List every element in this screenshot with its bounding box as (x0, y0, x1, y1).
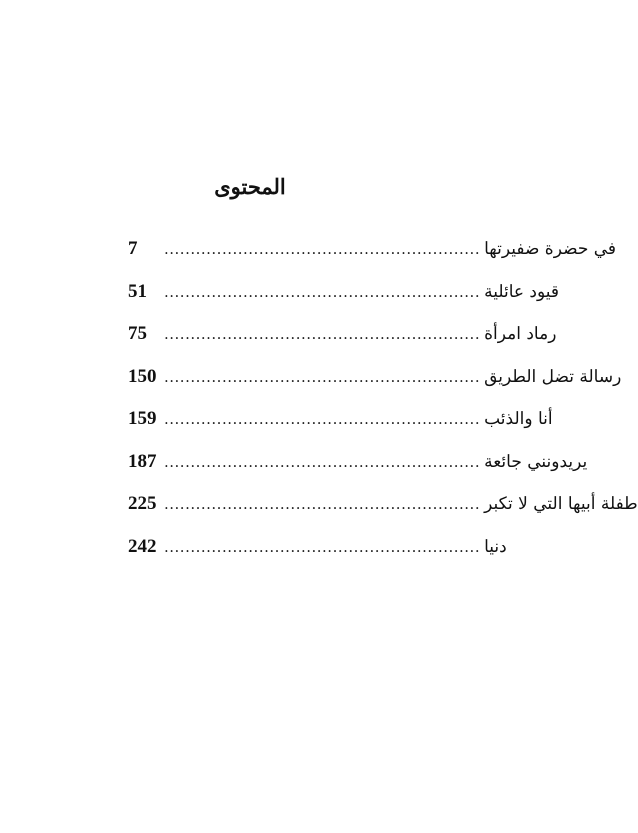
toc-entry-title: دنيا (484, 536, 507, 557)
toc-page-number: 7 (128, 238, 138, 259)
toc-entry (128, 365, 622, 409)
toc-entry (128, 450, 588, 494)
toc-entry-title: رسالة تضل الطريق (484, 366, 622, 387)
toc-heading: المحتوى (214, 174, 286, 199)
toc-entry-title: قيود عائلية (484, 281, 560, 302)
toc-leader-dots: ............................................................ (164, 537, 481, 556)
toc-leader-dots: ............................................................ (164, 240, 481, 258)
toc-page-number: 242 (128, 535, 157, 557)
toc-page-number: 159 (128, 408, 157, 429)
toc-entry-title: في حضرة ضفيرتها (484, 239, 617, 259)
toc-entry (128, 238, 617, 281)
toc-entry (128, 280, 560, 324)
toc-leader-dots: ............................................................ (164, 367, 481, 386)
toc-leader-dots: ............................................................ (164, 495, 481, 513)
toc-entry (128, 408, 553, 451)
toc-leader-dots: ............................................................ (164, 452, 481, 471)
toc-page-number: 187 (128, 450, 157, 472)
toc-entry (128, 323, 557, 366)
toc-page-number: 51 (128, 280, 147, 302)
toc-entry-title: يريدونني جائعة (484, 451, 588, 472)
toc-leader-dots: ............................................................ (164, 325, 481, 343)
toc-leader-dots: ............................................................ (164, 282, 481, 301)
toc-page-number: 225 (128, 493, 157, 514)
toc-page-number: 150 (128, 365, 157, 387)
toc-entry-title: رماد امرأة (484, 324, 557, 344)
toc-entry-title: أنا والذئب (484, 409, 553, 429)
toc-entry (128, 493, 638, 536)
toc-list (128, 238, 638, 578)
toc-entry-title: طفلة أبيها التي لا تكبر (484, 494, 638, 514)
toc-leader-dots: ............................................................ (164, 410, 481, 428)
toc-entry (128, 535, 507, 579)
toc-page-number: 75 (128, 323, 147, 344)
